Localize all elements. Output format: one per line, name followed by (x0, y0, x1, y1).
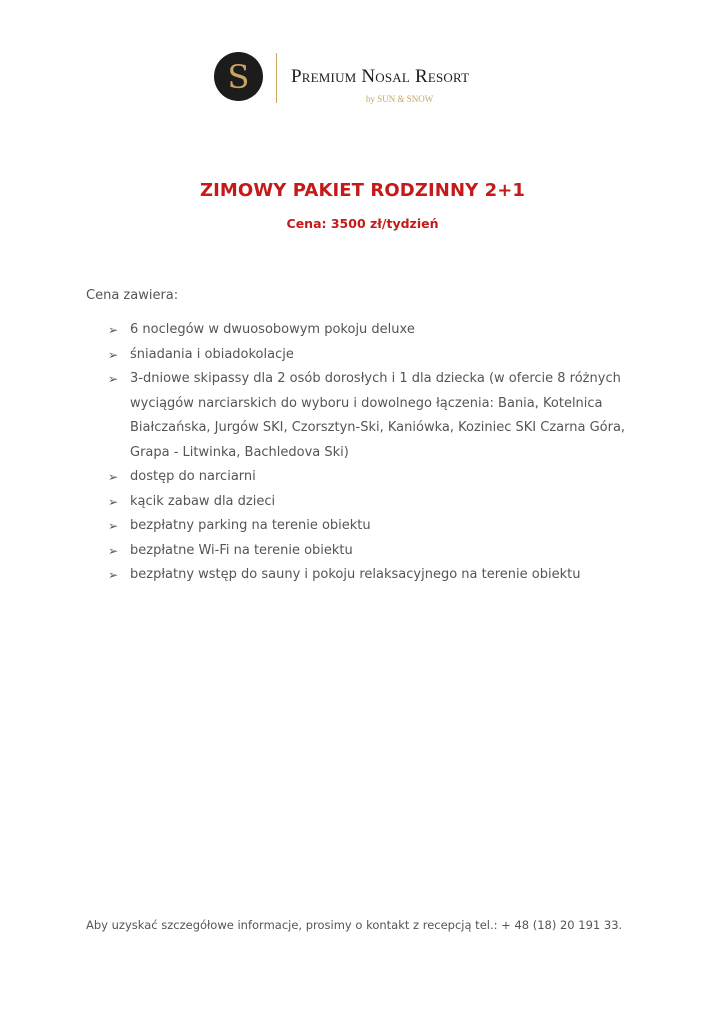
list-item (108, 343, 648, 368)
logo-monogram: S (214, 52, 263, 101)
resort-logo (214, 52, 514, 104)
contact-footer: Aby uzyskać szczegółowe informacje, prosimy o kontakt z recepcją tel.: + 48 (18) 20 191 33. (86, 918, 623, 932)
list-item (108, 465, 648, 490)
arrowhead-bullet-icon: ➢ (108, 543, 119, 558)
list-item (108, 514, 648, 539)
arrowhead-bullet-icon: ➢ (108, 494, 119, 509)
arrowhead-bullet-icon: ➢ (108, 372, 119, 386)
includes-list (108, 318, 648, 588)
offer-title: ZIMOWY PAKIET RODZINNY 2+1 (199, 180, 526, 201)
list-item-text: 3-dniowe skipassy dla 2 osób dorosłych i 1 dla dziecka (w ofercie 8 różnych wyciągów narciarskich do wyboru i dowolnego łączenia: Bania, Kotelnica Białczańska, Jurgów SKI, Czorsztyn-Ski, Kaniówka, Koziniec SKI Czarna Góra, Grapa - Litwinka, Bachledova Ski) (130, 371, 626, 460)
arrowhead-bullet-icon: ➢ (108, 323, 119, 337)
list-item-text: dostęp do narciarni (130, 469, 256, 484)
list-item (108, 563, 648, 588)
logo-divider (276, 53, 277, 103)
list-item (108, 367, 648, 465)
resort-name: Premium Nosal Resort (291, 66, 470, 87)
list-item (108, 490, 648, 515)
list-item-text: śniadania i obiadokolacje (130, 346, 294, 362)
list-item-text: bezpłatne Wi-Fi na terenie obiektu (130, 542, 353, 558)
list-item-text: 6 noclegów w dwuosobowym pokoju deluxe (130, 322, 415, 337)
offer-price: Cena: 3500 zł/tydzień (286, 216, 439, 231)
list-item (108, 539, 648, 564)
includes-intro: Cena zawiera: (86, 288, 179, 303)
arrowhead-bullet-icon: ➢ (108, 347, 119, 362)
arrowhead-bullet-icon: ➢ (108, 470, 119, 484)
resort-tagline: by SUN & SNOW (366, 94, 434, 104)
arrowhead-bullet-icon: ➢ (108, 519, 119, 533)
list-item (108, 318, 648, 343)
list-item-text: kącik zabaw dla dzieci (130, 493, 276, 509)
arrowhead-bullet-icon: ➢ (108, 568, 119, 582)
list-item-text: bezpłatny wstęp do sauny i pokoju relaksacyjnego na terenie obiektu (130, 567, 581, 582)
list-item-text: bezpłatny parking na terenie obiektu (130, 518, 371, 533)
